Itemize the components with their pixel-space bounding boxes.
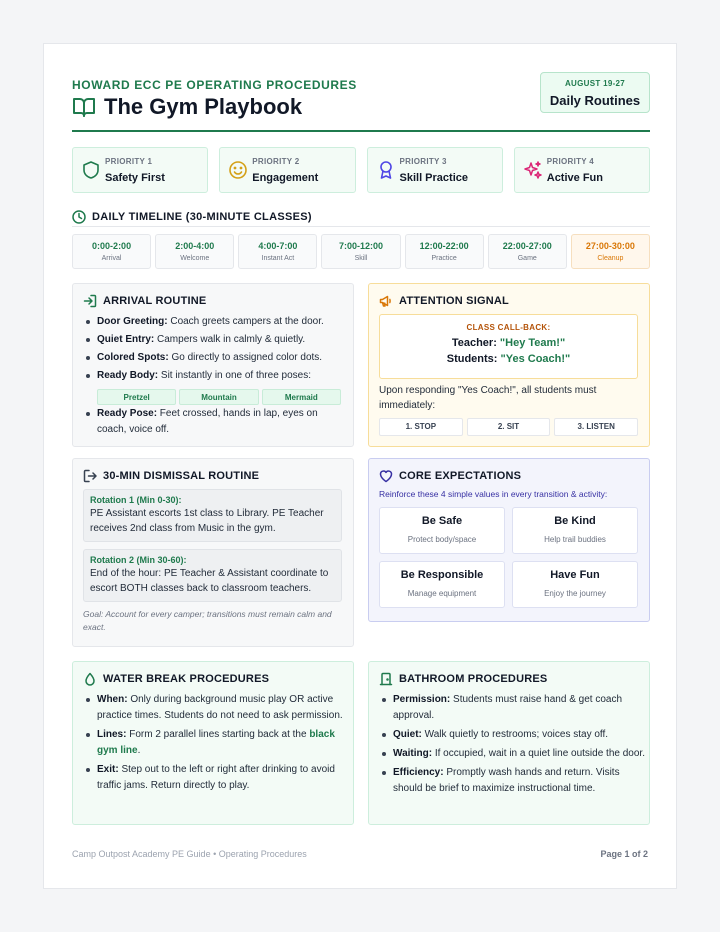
smile-icon bbox=[228, 160, 248, 180]
list-item: When: Only during background music play OR active practice times. Students do not need to ask permission. bbox=[83, 692, 349, 724]
timeline-item bbox=[155, 234, 234, 269]
timeline-label: Arrival bbox=[101, 255, 122, 262]
dismissal-routine-card bbox=[72, 458, 354, 647]
list-item: Permission: Students must raise hand & get coach approval. bbox=[379, 692, 645, 724]
bathroom-card bbox=[368, 661, 650, 825]
rotation-title: Rotation 1 (Min 0-30): bbox=[90, 495, 182, 505]
priority-label: Active Fun bbox=[546, 172, 603, 184]
list-item: Ready Body: Sit instantly in one of three poses: bbox=[83, 368, 349, 384]
log-in-icon bbox=[83, 294, 97, 308]
card-title: CORE EXPECTATIONS bbox=[399, 470, 522, 482]
rotation-body: End of the hour: PE Teacher & Assistant coordinate to escort BOTH classes back to classroom teachers. bbox=[90, 568, 329, 594]
card-title: BATHROOM PROCEDURES bbox=[399, 673, 548, 685]
date-range: AUGUST 19-27 bbox=[564, 79, 626, 88]
card-heading bbox=[83, 469, 259, 483]
log-out-icon bbox=[83, 469, 97, 483]
timeline-item bbox=[321, 234, 400, 269]
expectation-tile: Be Safe Protect body/space bbox=[379, 507, 505, 554]
teacher-call: Teacher: "Hey Team!" bbox=[451, 337, 566, 349]
rotation-box bbox=[83, 489, 342, 542]
card-heading bbox=[83, 294, 206, 308]
priority-card-4 bbox=[514, 147, 650, 193]
timeline-item bbox=[405, 234, 484, 269]
list-item: Door Greeting: Coach greets campers at the door. bbox=[83, 314, 349, 330]
clock-icon bbox=[72, 210, 86, 224]
priorities-row bbox=[72, 147, 650, 193]
heart-icon bbox=[379, 469, 393, 483]
timeline-label: Game bbox=[517, 255, 537, 262]
page-title: The Gym Playbook bbox=[104, 94, 303, 119]
timeline-label: Welcome bbox=[180, 255, 210, 262]
timeline-item bbox=[571, 234, 650, 269]
step-chip: 2. SIT bbox=[467, 418, 551, 436]
pose-chip: Mountain bbox=[179, 389, 258, 405]
timeline-item bbox=[488, 234, 567, 269]
header bbox=[72, 72, 650, 132]
priority-card-1 bbox=[72, 147, 208, 193]
footer-right bbox=[600, 849, 648, 859]
playbook-page bbox=[43, 43, 677, 889]
list-item: Efficiency: Promptly wash hands and return. Visits should be brief to maximize instructional time. bbox=[379, 765, 645, 797]
water-break-card bbox=[72, 661, 354, 825]
priority-label: Engagement bbox=[252, 172, 319, 184]
timeline-time: 0:00-2:00 bbox=[92, 241, 132, 251]
expectation-tile: Have Fun Enjoy the journey bbox=[512, 561, 638, 608]
expectations-grid bbox=[379, 507, 638, 608]
timeline-item bbox=[72, 234, 151, 269]
rotation-title: Rotation 2 (Min 30-60): bbox=[90, 555, 187, 565]
date-badge bbox=[540, 72, 650, 113]
priority-label: Safety First bbox=[105, 172, 165, 184]
priority-label: Skill Practice bbox=[399, 172, 468, 184]
sparkles-icon bbox=[523, 160, 543, 180]
card-title: WATER BREAK PROCEDURES bbox=[103, 673, 270, 685]
ready-pose-list bbox=[83, 406, 333, 438]
attention-signal-card bbox=[368, 283, 650, 447]
timeline-label: Practice bbox=[431, 255, 457, 262]
priority-card-3 bbox=[367, 147, 503, 193]
timeline-heading bbox=[72, 207, 650, 227]
priority-number: PRIORITY 3 bbox=[399, 157, 447, 166]
callback-label: CLASS CALL-BACK: bbox=[466, 323, 551, 332]
card-heading bbox=[83, 672, 269, 686]
timeline-time: 22:00-27:00 bbox=[502, 241, 552, 251]
timeline-item bbox=[238, 234, 317, 269]
priority-number: PRIORITY 1 bbox=[105, 157, 153, 166]
timeline-label: Cleanup bbox=[597, 255, 624, 262]
arrival-routine-card bbox=[72, 283, 354, 447]
priority-number: PRIORITY 4 bbox=[546, 157, 595, 166]
priority-card-2 bbox=[219, 147, 355, 193]
list-item: Quiet Entry: Campers walk in calmly & quietly. bbox=[83, 332, 349, 348]
date-label: Daily Routines bbox=[549, 93, 641, 108]
megaphone-icon bbox=[379, 294, 393, 308]
timeline-time: 7:00-12:00 bbox=[338, 241, 383, 251]
pose-chip: Pretzel bbox=[97, 389, 176, 405]
card-heading bbox=[379, 294, 509, 308]
timeline-label: Instant Act bbox=[261, 255, 295, 262]
medal-icon bbox=[376, 160, 396, 180]
callback-box bbox=[379, 314, 638, 379]
rotation-body: PE Assistant escorts 1st class to Library. PE Teacher receives 2nd class from Music in the gym. bbox=[90, 508, 324, 534]
step-chip: 1. STOP bbox=[379, 418, 463, 436]
card-heading bbox=[379, 469, 521, 483]
daily-timeline bbox=[72, 234, 650, 269]
timeline-label: Skill bbox=[354, 255, 368, 262]
list-item: Exit: Step out to the left or right after drinking to avoid traffic jams. Return directly to play. bbox=[83, 762, 349, 794]
timeline-time: 4:00-7:00 bbox=[258, 241, 298, 251]
priority-number: PRIORITY 2 bbox=[252, 157, 300, 166]
list-item: Quiet: Walk quietly to restrooms; voices stay off. bbox=[379, 727, 645, 743]
title-row bbox=[72, 94, 302, 120]
list-item: Ready Pose: Feet crossed, hands in lap, eyes on coach, voice off. bbox=[83, 406, 333, 438]
expectation-tile: Be Kind Help trail buddies bbox=[512, 507, 638, 554]
attention-steps bbox=[379, 418, 638, 436]
door-icon bbox=[379, 672, 393, 686]
timeline-time: 27:00-30:00 bbox=[585, 241, 635, 251]
timeline-title: DAILY TIMELINE (30-MINUTE CLASSES) bbox=[92, 210, 312, 223]
eyebrow: HOWARD ECC PE OPERATING PROCEDURES bbox=[72, 78, 357, 92]
expectation-tile: Be Responsible Manage equipment bbox=[379, 561, 505, 608]
step-chip: 3. LISTEN bbox=[554, 418, 638, 436]
bathroom-list bbox=[379, 692, 645, 797]
footer-left: Camp Outpost Academy PE Guide • Operating Procedures bbox=[72, 849, 307, 859]
shield-icon bbox=[81, 160, 101, 180]
timeline-time: 12:00-22:00 bbox=[419, 241, 469, 251]
page-number: Page 1 of 2 bbox=[600, 849, 648, 859]
pose-options bbox=[97, 389, 341, 405]
pose-chip: Mermaid bbox=[262, 389, 341, 405]
rotation-box bbox=[83, 549, 342, 602]
arrival-list bbox=[83, 314, 349, 384]
droplet-icon bbox=[83, 672, 97, 686]
students-call: Students: "Yes Coach!" bbox=[446, 353, 571, 365]
core-subtitle: Reinforce these 4 simple values in every transition & activity: bbox=[379, 489, 608, 499]
dismissal-goal: Goal: Account for every camper; transitions must remain calm and exact. bbox=[83, 609, 332, 632]
list-item: Lines: Form 2 parallel lines starting back at the black gym line. bbox=[83, 727, 349, 759]
water-list bbox=[83, 692, 349, 794]
card-title: ATTENTION SIGNAL bbox=[399, 295, 509, 307]
book-icon bbox=[72, 96, 96, 118]
timeline-time: 2:00-4:00 bbox=[175, 241, 215, 251]
core-expectations-card bbox=[368, 458, 650, 622]
card-title: 30-MIN DISMISSAL ROUTINE bbox=[103, 470, 260, 482]
card-heading bbox=[379, 672, 547, 686]
list-item: Colored Spots: Go directly to assigned color dots. bbox=[83, 350, 349, 366]
card-title: ARRIVAL ROUTINE bbox=[103, 295, 207, 307]
list-item: Waiting: If occupied, wait in a quiet line outside the door. bbox=[379, 746, 645, 762]
attention-instructions: Upon responding "Yes Coach!", all students must immediately: bbox=[379, 385, 597, 411]
